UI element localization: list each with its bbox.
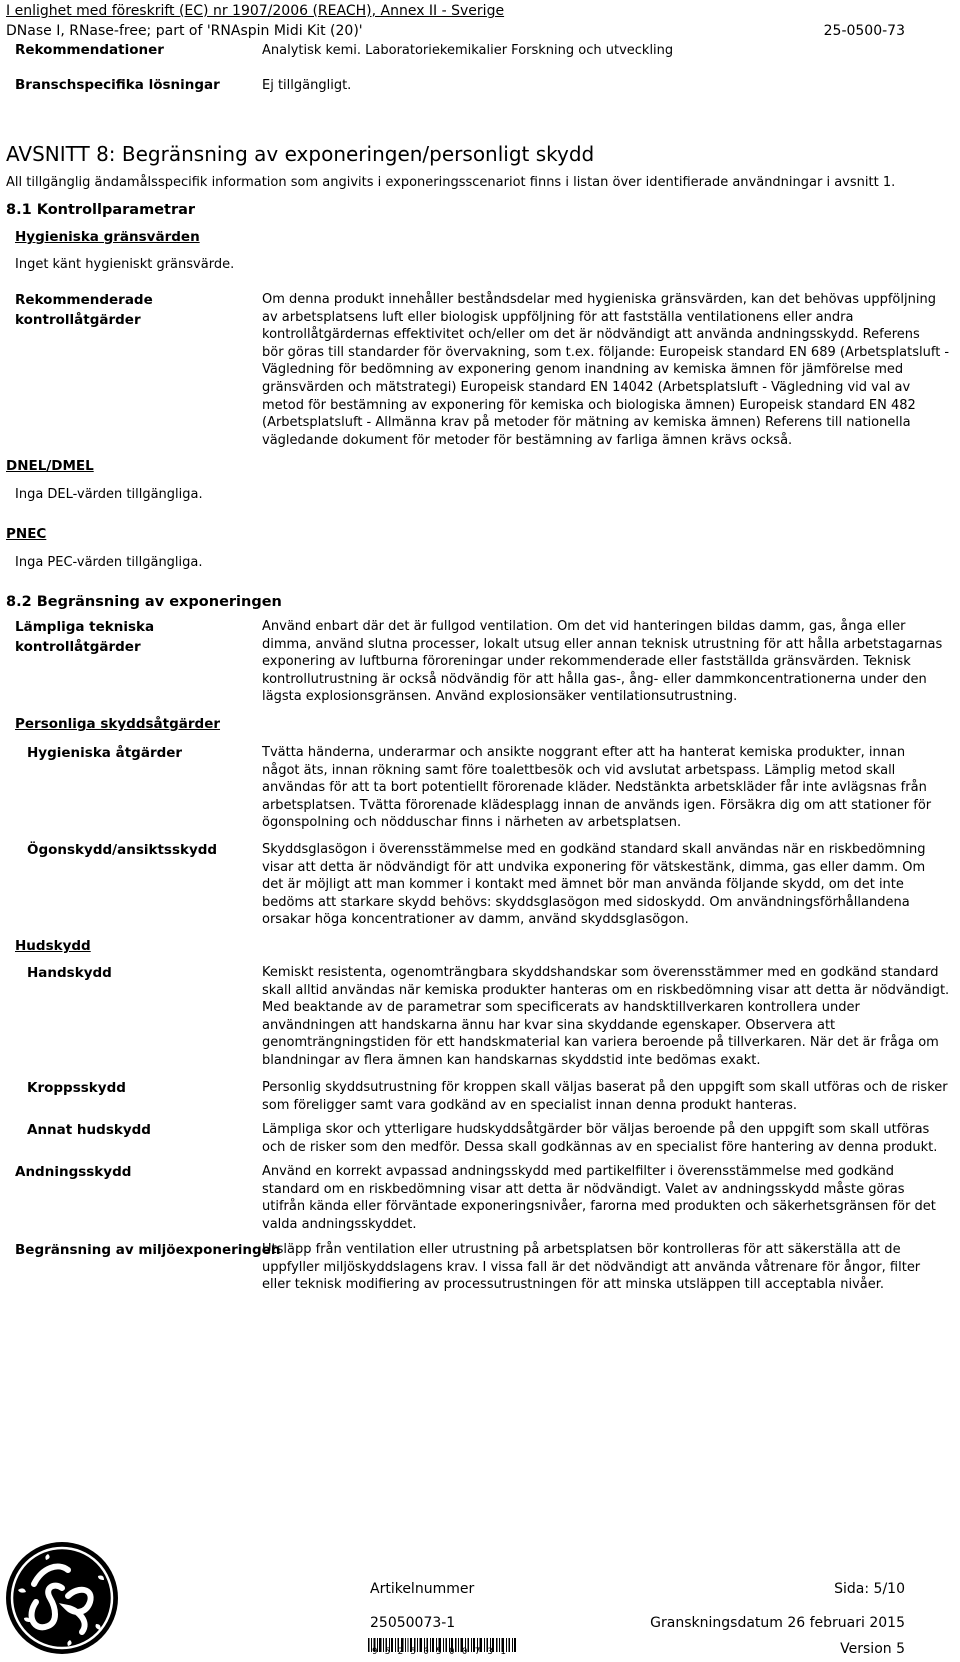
header-product: DNase I, RNase-free; part of 'RNAspin Midi Kit (20)'	[6, 23, 363, 39]
text-line: uppfyller miljöskyddslagens krav. I vissa fall är det nödvändigt att använda våtrenare för ångor, filter	[262, 1259, 921, 1275]
ppe-title: Personliga skyddsåtgärder	[15, 716, 221, 732]
review-date: Granskningsdatum 26 februari 2015	[650, 1615, 905, 1631]
environmental-exposure-label: Begränsning av miljöexponeringen	[15, 1242, 281, 1258]
text-line: bedöms att starkare skydd behövs: skyddsglasögon med sidoskydd. Om användningsförhållandena	[262, 894, 910, 910]
section-8-title: AVSNITT 8: Begränsning av exponeringen/personligt skydd	[6, 142, 595, 166]
article-number: 25050073-1	[370, 1615, 456, 1631]
recommended-controls-label-1: Rekommenderade	[15, 292, 153, 308]
subsection-8-1-title: 8.1 Kontrollparametrar	[6, 202, 196, 218]
subsection-8-2-title: 8.2 Begränsning av exponeringen	[6, 594, 282, 610]
text-line: och de risker som den medför. Dessa skall godkännas av en specialist före hantering av denna produkt.	[262, 1139, 938, 1155]
respiratory-protection-text	[262, 1163, 957, 1233]
text-line: Använd enbart där det är fullgod ventilation. Om det vid hanteringen bildas damm, gas, ånga eller	[262, 619, 906, 634]
text-line: något äts, innan rökning samt före toalettbesök och vid avslutat arbetspass. Lämplig metod skall	[262, 762, 896, 778]
text-line: ögonspolning och nödduschar finns i närheten av arbetsplatsen.	[262, 815, 682, 831]
sector-solutions-label: Branschspecifika lösningar	[15, 77, 220, 93]
text-line: Om denna produkt innehåller beståndsdelar med hygieniska gränsvärden, kan det behövas uppföljning	[262, 292, 936, 307]
skin-protection-title: Hudskydd	[15, 938, 91, 954]
text-line: som föreligger samt vara godkänd av en specialist innan denna produkt hanteras.	[262, 1097, 798, 1113]
text-line: Vägledning för bedömning av exponering genom inandning av kemiska ämnen för jämförelse med	[262, 362, 904, 378]
text-line: kontrollåtgärdernas effektivitet och/eller om det är nödvändigt att använda andningsskydd. Referens	[262, 327, 920, 343]
body-protection-text	[262, 1079, 957, 1114]
hand-protection-text	[262, 964, 957, 1070]
article-number-label: Artikelnummer	[370, 1581, 475, 1597]
text-line: Kemiskt resistenta, ogenomträngbara skyddshandskar som överensstämmer med en godkänd standard	[262, 965, 939, 980]
text-line: dimma, använd slutna processer, lokalt utsug eller annan teknisk utrustning för att hålla arbetstagarnas	[262, 636, 943, 652]
text-line: Skyddsglasögon i överensstämmelse med en godkänd standard skall användas när en riskbedömning	[262, 842, 926, 857]
text-line: eller teknisk modifiering av processutrustningen för att minska utsläppen till acceptabla nivåer.	[262, 1277, 885, 1293]
respiratory-protection-label: Andningsskydd	[15, 1164, 132, 1180]
sector-solutions-value: Ej tillgängligt.	[262, 78, 352, 93]
text-line: arbetsplatsen. Tvätta förorenade klädesplagg innan de används igen. Försäkra dig om att stationer för	[262, 797, 932, 813]
text-line: metod för bestämning av exponering för kemiska och biologiska ämnen) Europeisk standard EN 482	[262, 397, 916, 413]
text-line: genomträngningstiden för ett handskmaterial kan variera beroende på tillverkaren. När det är fråga om	[262, 1035, 939, 1051]
other-skin-protection-label: Annat hudskydd	[27, 1122, 151, 1138]
other-skin-protection-text	[262, 1121, 957, 1156]
text-line: (Arbetsplatsluft - Allmänna krav på metoder för mätning av kemiska ämnen) Referens till nationella	[262, 415, 911, 431]
text-line: gränsvärden och mätstrategi) Europeisk standard EN 14042 (Arbetsplatsluft - Vägledning vid val av	[262, 379, 911, 395]
engineering-controls-label-2: kontrollåtgärder	[15, 639, 141, 655]
text-line: Använd en korrekt avpassad andningsskydd med partikelfilter i överensstämmelse med godkänd	[262, 1164, 895, 1179]
pnec-text: Inga PEC-värden tillgängliga.	[15, 555, 203, 570]
text-line: användas för att ta bort potentiellt förorenade kläder. Nedstänkta arbetskläder får inte avlägsnas från	[262, 780, 927, 796]
recommendations-label: Rekommendationer	[15, 42, 164, 58]
text-line: av arbetsplatsens luft eller biologisk uppföljning för att fastställa ventilationens eller andra	[262, 309, 854, 325]
text-line: vägledande dokument för metoder för bestämning av farliga ämnen krävs också.	[262, 432, 793, 448]
text-line: Personlig skyddsutrustning för kroppen skall väljas baserat på den uppgift som skall utföras och de risker	[262, 1080, 948, 1095]
text-line: lägsta explosionsgränsen. Använd explosionsäker ventilationsutrustning.	[262, 689, 738, 705]
version: Version 5	[840, 1641, 905, 1657]
eye-protection-text	[262, 841, 957, 929]
text-line: användningen att handskarna ännu har kvar sina skyddande egenskaper. Observera att	[262, 1017, 836, 1033]
eye-protection-label: Ögonskydd/ansiktsskydd	[27, 842, 218, 858]
text-line: utifrån kända eller förväntade exponeringsnivåer, farorna med produkten och säkerhetsgränsen för det	[262, 1199, 936, 1215]
hand-protection-label: Handskydd	[27, 965, 112, 981]
dnel-text: Inga DEL-värden tillgängliga.	[15, 487, 203, 502]
text-line: skall alltid användas när kemiska produkter hanteras om en riskbedömning visar att detta är nödvändigt.	[262, 982, 950, 998]
text-line: standard om en riskbedömning visar att detta är nödvändigt. Valet av andningsskydd måste göras	[262, 1181, 905, 1197]
text-line: kontrollutrustning är också nödvändig för att hålla gas-, ång- eller dammkoncentrationerna under den	[262, 671, 927, 687]
dnel-title: DNEL/DMEL	[6, 458, 94, 474]
header-regulation: I enlighet med föreskrift (EC) nr 1907/2006 (REACH), Annex II - Sverige	[6, 3, 505, 19]
hygiene-limits-text: Inget känt hygieniskt gränsvärde.	[15, 257, 235, 272]
top-rows	[0, 42, 960, 94]
ge-logo	[4, 1540, 120, 1656]
text-line: bör göras till standarder för övervakning, som t.ex. följande: Europeisk standard EN 689 (Arbetsplatsluft -	[262, 344, 950, 360]
text-line: valda andningsskyddet.	[262, 1216, 417, 1232]
text-line: Tvätta händerna, underarmar och ansikte noggrant efter att ha hanterat kemiska produkter, innan	[262, 745, 906, 760]
text-line: orsakar höga koncentrationer av damm, använd skyddsglasögon.	[262, 912, 689, 928]
pnec-title: PNEC	[6, 526, 47, 542]
page-number: Sida: 5/10	[834, 1581, 905, 1597]
text-line: Lämpliga skor och ytterligare hudskyddsåtgärder bör väljas beroende på den uppgift som skall utföras	[262, 1122, 930, 1137]
header-doc-id: 25-0500-73	[823, 23, 905, 39]
text-line: det är möjligt att man kommer i kontakt med ämnet bör man använda följande skydd, om det inte	[262, 877, 904, 893]
recommendations-value: Analytisk kemi. Laboratoriekemikalier Forskning och utveckling	[262, 43, 674, 58]
recommended-controls-label-2: kontrollåtgärder	[15, 312, 141, 328]
hygiene-measures-text	[262, 744, 957, 832]
engineering-controls-text	[262, 618, 957, 706]
text-line: Med beaktande av de parametrar som specificerats av handsktillverkaren kontrollera under	[262, 1000, 860, 1016]
environmental-exposure-text	[262, 1241, 957, 1294]
engineering-controls-label-1: Lämpliga tekniska	[15, 619, 155, 635]
text-line: exponering av luftburna föroreningar under rekommenderade eller fastställda gränsvärden. Teknisk	[262, 654, 911, 670]
barcode-digits: 9 5 2 5 0 5 0 0 7 3 1	[372, 1647, 507, 1657]
text-line: blandningar av flera ämnen kan handskarnas skyddstid inte bedömas exakt.	[262, 1052, 761, 1068]
recommended-controls-text	[262, 291, 957, 449]
body-protection-label: Kroppsskydd	[27, 1080, 126, 1096]
text-line: visar att detta är nödvändigt för att undvika exponering för vätskestänk, dimma, gas eller damm. Om	[262, 859, 926, 875]
hygiene-measures-label: Hygieniska åtgärder	[27, 745, 183, 761]
text-line: Utsläpp från ventilation eller utrustning på arbetsplatsen bör kontrolleras för att säkerställa att de	[262, 1242, 901, 1257]
section-8-intro: All tillgänglig ändamålsspecifik information som angivits i exponeringsscenariot finns i listan över identifierade användningar i avsnitt 1.	[6, 175, 896, 190]
hygiene-limits-title: Hygieniska gränsvärden	[15, 229, 200, 245]
